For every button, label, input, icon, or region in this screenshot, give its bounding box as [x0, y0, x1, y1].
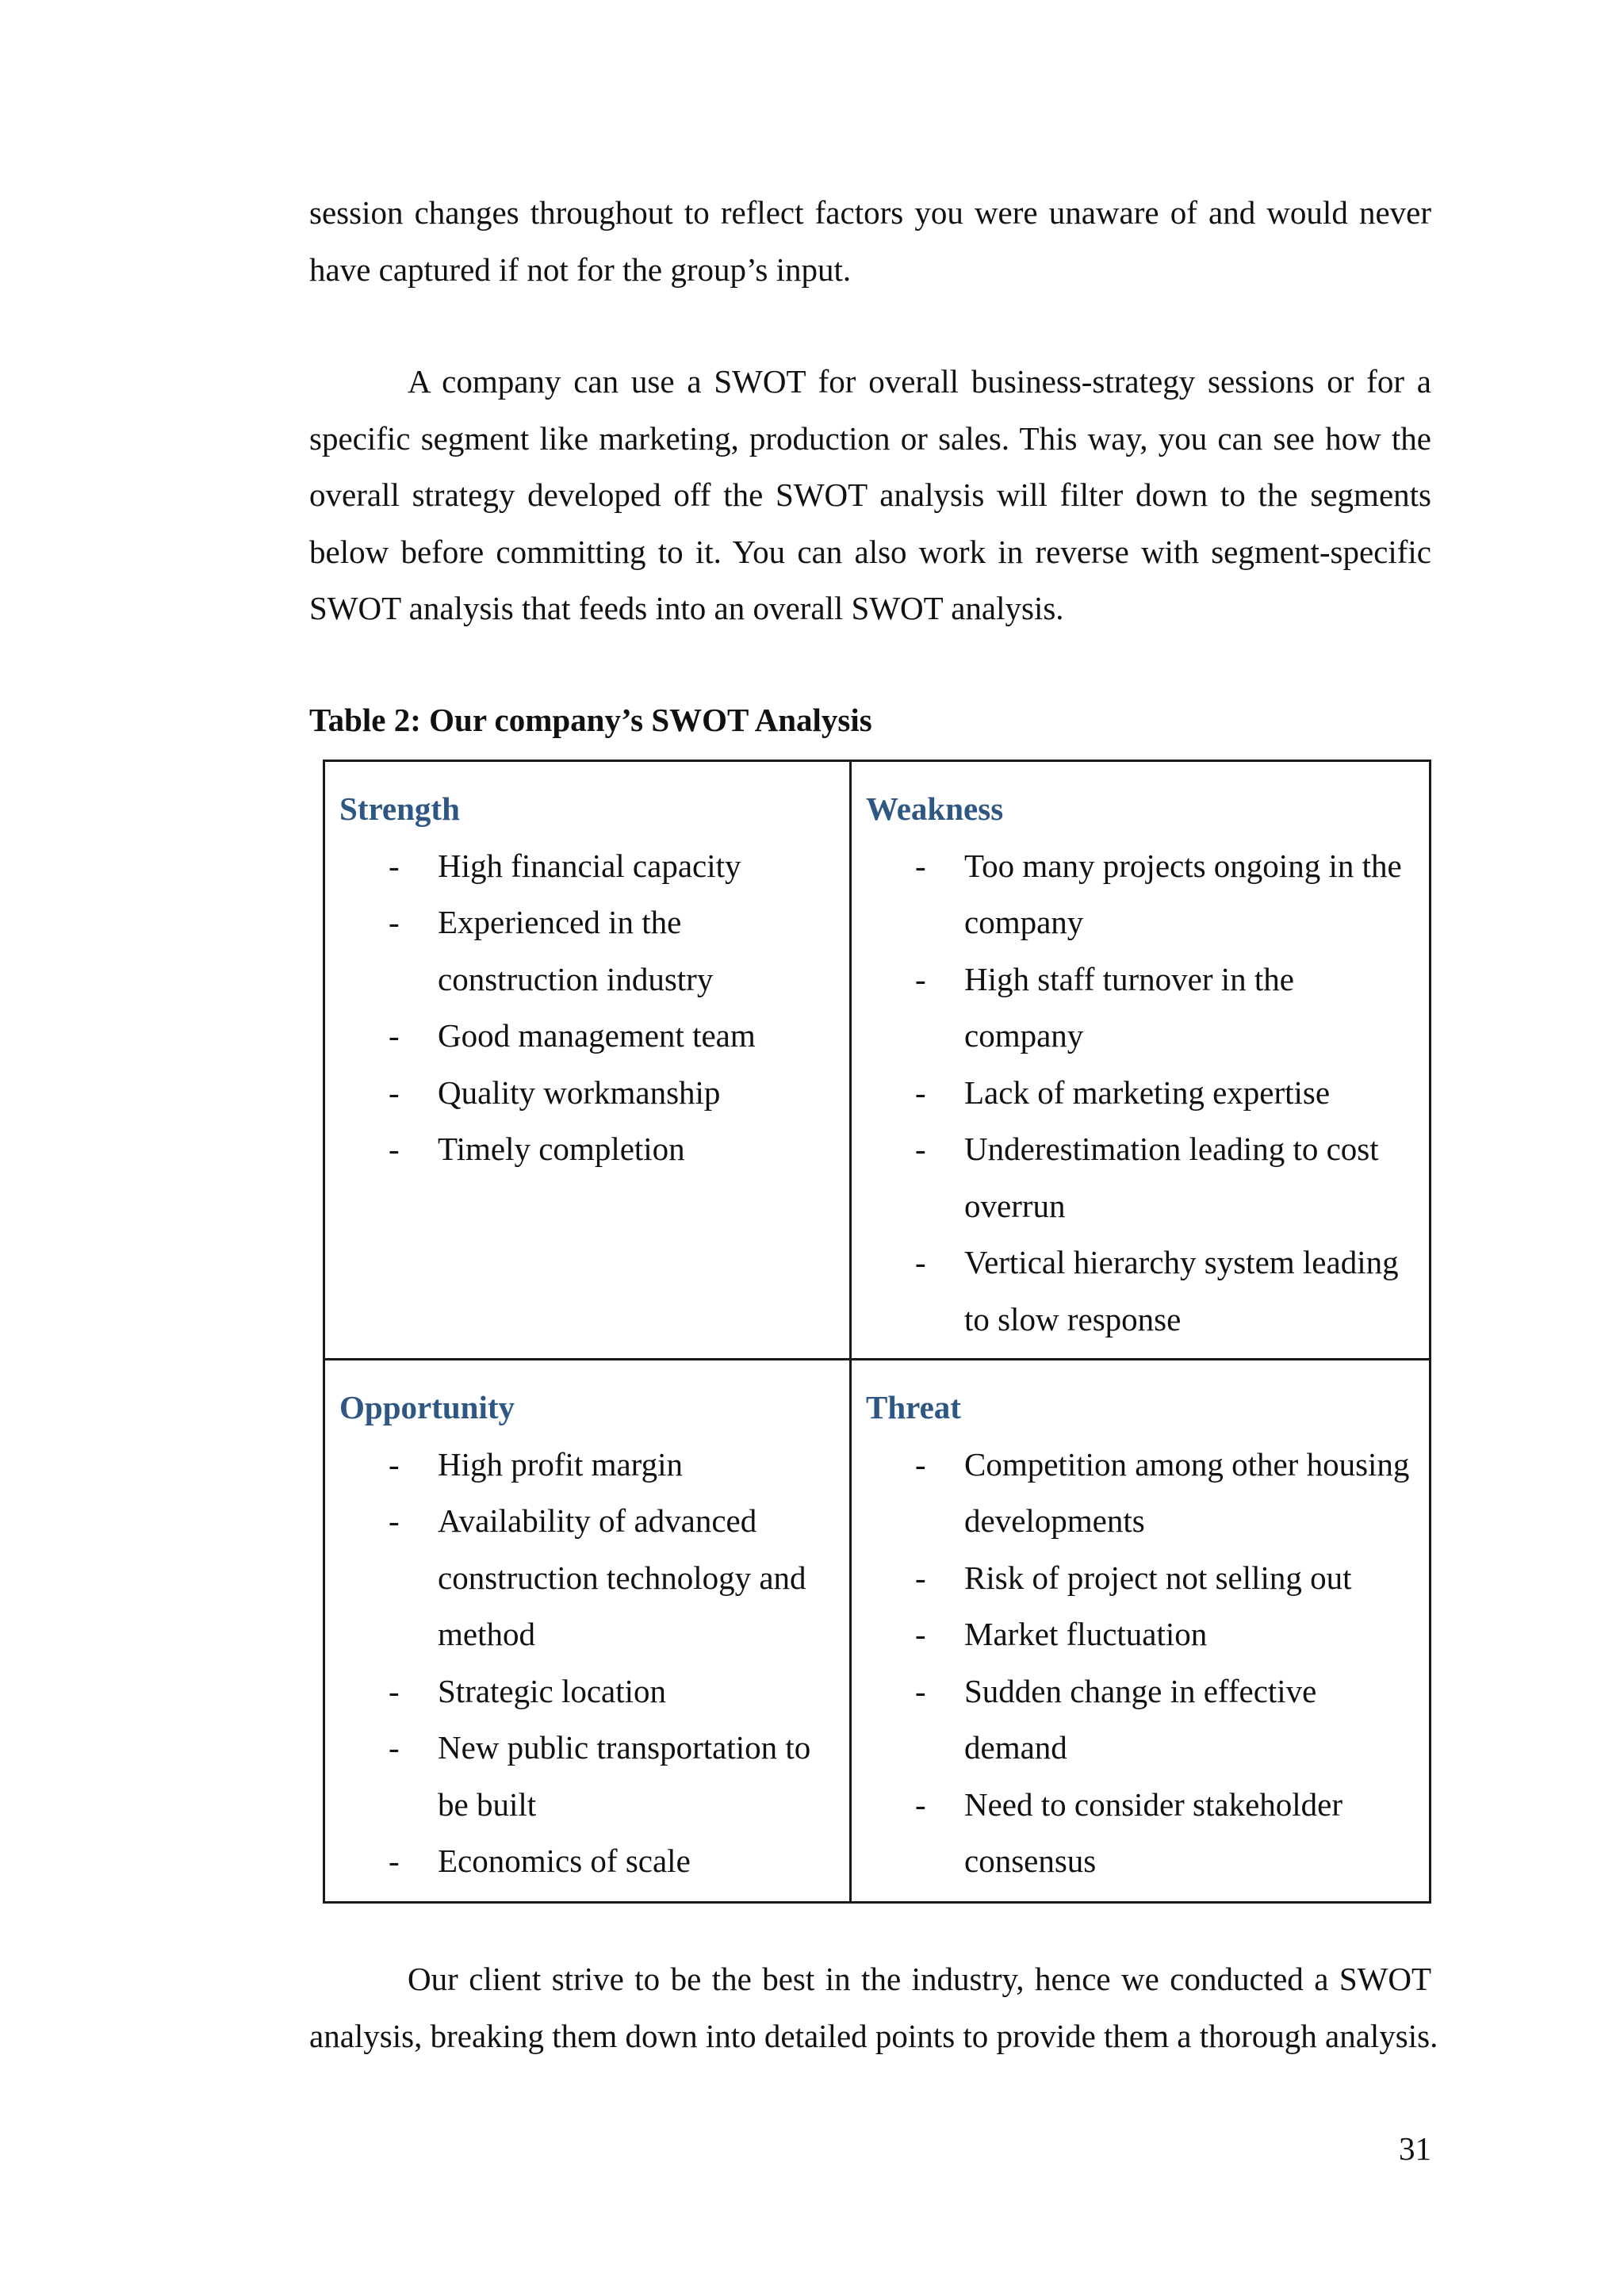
- list-item: [866, 951, 1429, 1065]
- bullet-dash: -: [389, 1131, 400, 1167]
- list-item-text: Availability of advanced: [438, 1502, 757, 1539]
- bullet-dash: -: [915, 1559, 926, 1596]
- swot-cell-threat: [852, 1360, 1429, 1901]
- bullet-dash: -: [389, 904, 400, 940]
- bullet-dash: -: [915, 1073, 926, 1111]
- list-item: [339, 1720, 849, 1833]
- bullet-dash: -: [915, 1785, 926, 1823]
- list-item-text: company: [964, 1017, 1084, 1054]
- list-item: [866, 1065, 1429, 1122]
- text-line: analysis, breaking them down into detailed points to provide them a thorough analysis.: [309, 2017, 1438, 2054]
- bullet-list: [339, 1437, 849, 1890]
- bullet-dash: -: [915, 1672, 926, 1709]
- text-line: overall strategy developed off the SWOT analysis will filter down to the segments: [309, 476, 1431, 513]
- bullet-dash: -: [389, 1672, 400, 1709]
- bullet-dash: -: [389, 1445, 400, 1483]
- list-item-text: Competition among other housing: [964, 1445, 1410, 1483]
- text-line: A company can use a SWOT for overall business-strategy sessions or for a: [408, 363, 1431, 400]
- bullet-dash: -: [389, 1729, 400, 1766]
- text-line: below before committing to it. You can also work in reverse with segment-specific: [309, 533, 1431, 570]
- list-item-text: demand: [964, 1729, 1067, 1766]
- text-line: specific segment like marketing, production or sales. This way, you can see how the: [309, 419, 1431, 457]
- list-item: [866, 1777, 1429, 1890]
- list-item-text: company: [964, 904, 1084, 940]
- bullet-dash: -: [389, 1073, 400, 1111]
- list-item: [866, 1121, 1429, 1234]
- list-item-text: New public transportation to: [438, 1729, 811, 1766]
- list-item: [339, 1437, 849, 1494]
- list-item: [339, 894, 849, 1008]
- bullet-list: [866, 1437, 1429, 1890]
- bullet-dash: -: [389, 1843, 400, 1879]
- page-number: 31: [1399, 2130, 1431, 2167]
- bullet-dash: -: [915, 1244, 926, 1280]
- list-item-text: overrun: [964, 1187, 1066, 1224]
- swot-cell-weakness: [852, 762, 1429, 1360]
- bullet-dash: -: [915, 847, 926, 884]
- text-line: have captured if not for the group’s input.: [309, 251, 852, 288]
- paragraph-session-changes: [309, 185, 1431, 298]
- list-item: [866, 838, 1429, 951]
- list-item-text: Underestimation leading to cost: [964, 1131, 1379, 1167]
- paragraph-client-strive: [309, 1951, 1438, 2064]
- list-item-text: Strategic location: [438, 1672, 667, 1709]
- list-item-text: construction industry: [438, 960, 714, 997]
- list-item-text: Quality workmanship: [438, 1073, 721, 1111]
- bullet-dash: -: [915, 960, 926, 997]
- list-item-text: developments: [964, 1502, 1145, 1539]
- list-item-text: Too many projects ongoing in the: [964, 847, 1402, 884]
- list-item: [339, 1833, 849, 1890]
- table-caption: Table 2: Our company’s SWOT Analysis: [309, 702, 872, 738]
- list-item: [866, 1663, 1429, 1777]
- list-item: [866, 1606, 1429, 1663]
- list-item-text: High financial capacity: [438, 847, 741, 884]
- document-page: [309, 0, 1438, 2296]
- list-item-text: High staff turnover in the: [964, 960, 1294, 997]
- bullet-dash: -: [915, 1131, 926, 1167]
- list-item: [866, 1234, 1429, 1348]
- swot-table: [323, 760, 1431, 1904]
- paragraph-company-swot-use: [309, 354, 1431, 637]
- list-item-text: Need to consider stakeholder: [964, 1785, 1343, 1823]
- list-item-text: Lack of marketing expertise: [964, 1073, 1331, 1111]
- bullet-dash: -: [389, 847, 400, 884]
- list-item-text: Risk of project not selling out: [964, 1559, 1352, 1596]
- list-item-text: to slow response: [964, 1300, 1182, 1337]
- list-item: [339, 1008, 849, 1065]
- text-line: Our client strive to be the best in the industry, hence we conducted a SWOT: [408, 1961, 1431, 1997]
- swot-cell-opportunity: [325, 1360, 852, 1901]
- list-item: [866, 1550, 1429, 1607]
- list-item-text: High profit margin: [438, 1445, 683, 1483]
- text-line: session changes throughout to reflect factors you were unaware of and would never: [309, 194, 1431, 231]
- list-item-text: Economics of scale: [438, 1843, 691, 1879]
- list-item-text: be built: [438, 1785, 537, 1823]
- list-item-text: method: [438, 1616, 535, 1652]
- list-item: [339, 1121, 849, 1178]
- list-item: [339, 1493, 849, 1663]
- list-item-text: Timely completion: [438, 1131, 685, 1167]
- text-line: SWOT analysis that feeds into an overall SWOT analysis.: [309, 590, 1064, 626]
- bullet-list: [866, 838, 1429, 1349]
- list-item-text: consensus: [964, 1843, 1097, 1879]
- bullet-dash: -: [915, 1445, 926, 1483]
- bullet-list: [339, 838, 849, 1178]
- cell-heading: Opportunity: [339, 1389, 515, 1425]
- cell-heading: Weakness: [866, 790, 1004, 827]
- list-item: [339, 838, 849, 895]
- list-item-text: Good management team: [438, 1017, 756, 1054]
- list-item: [866, 1437, 1429, 1550]
- list-item-text: Sudden change in effective: [964, 1672, 1317, 1709]
- list-item-text: Vertical hierarchy system leading: [964, 1244, 1399, 1280]
- list-item-text: construction technology and: [438, 1559, 806, 1596]
- list-item-text: Experienced in the: [438, 904, 682, 940]
- bullet-dash: -: [389, 1017, 400, 1054]
- list-item: [339, 1663, 849, 1720]
- bullet-dash: -: [915, 1616, 926, 1652]
- list-item-text: Market fluctuation: [964, 1616, 1208, 1652]
- bullet-dash: -: [389, 1502, 400, 1539]
- list-item: [339, 1065, 849, 1122]
- cell-heading: Threat: [866, 1389, 961, 1425]
- swot-cell-strength: [325, 762, 852, 1360]
- cell-heading: Strength: [339, 790, 460, 827]
